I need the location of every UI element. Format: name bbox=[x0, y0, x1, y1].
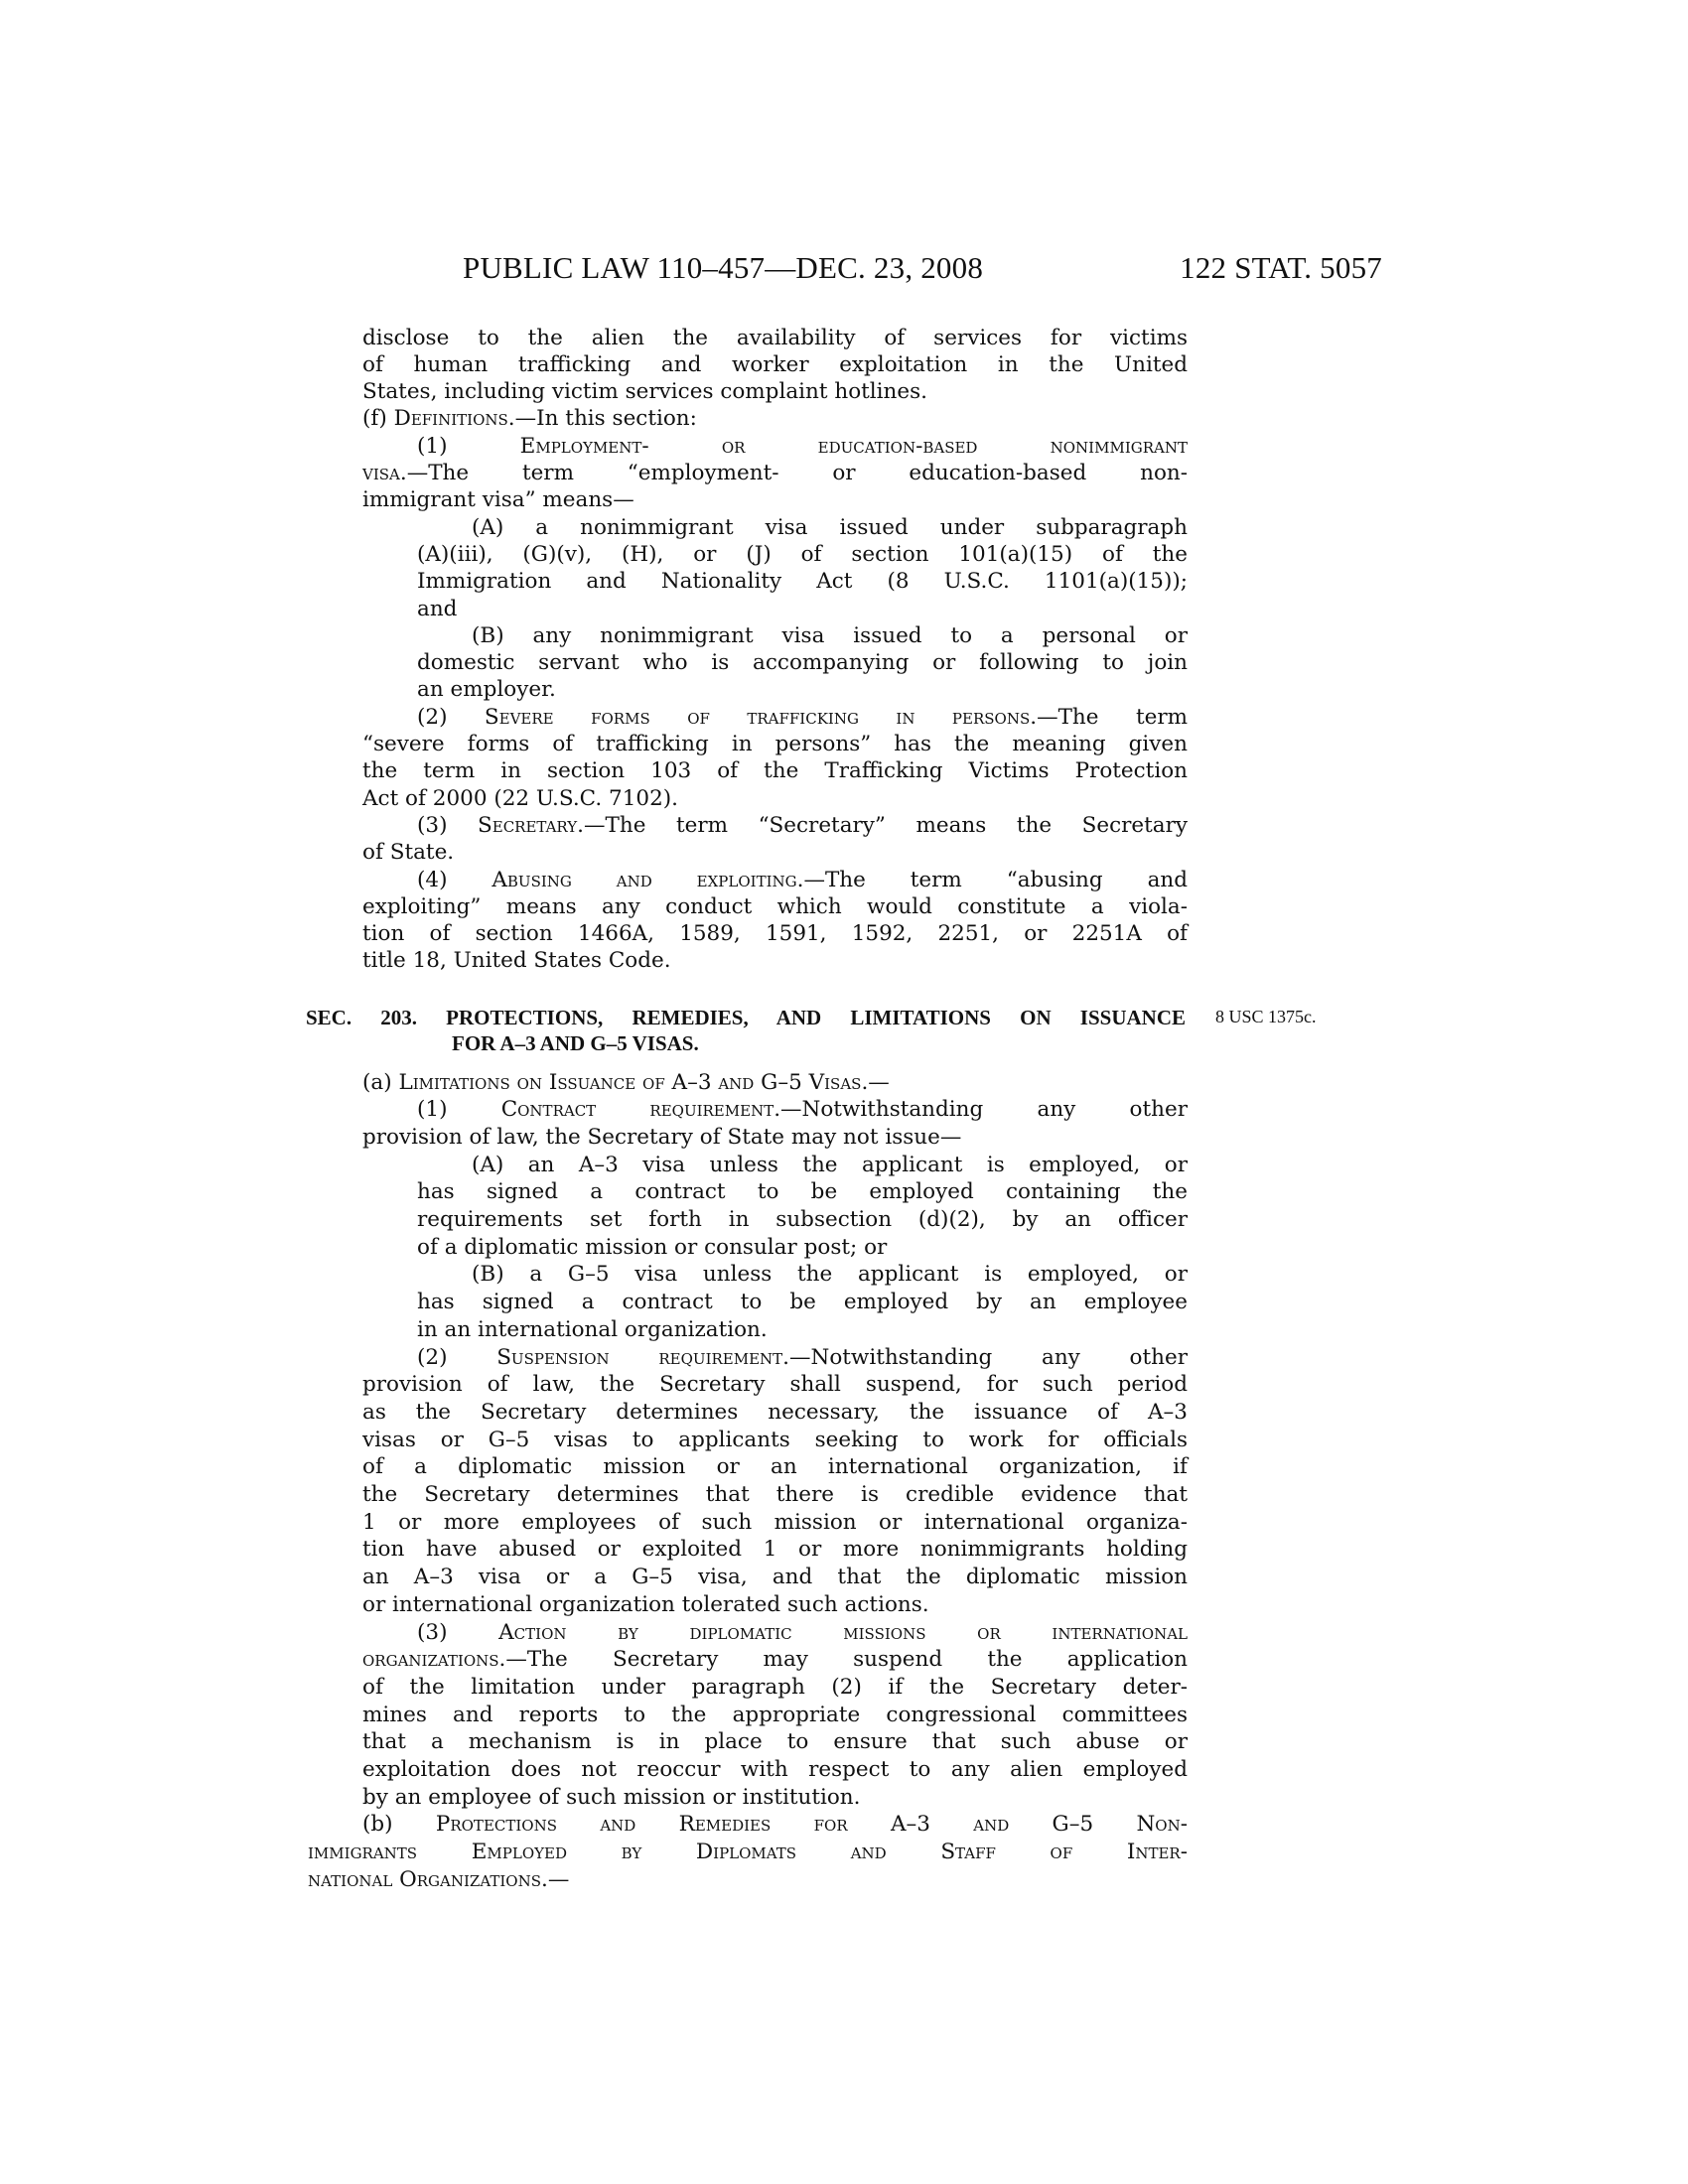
text-line bbox=[472, 1152, 1188, 1178]
text-run: the Secretary determines that there is credible evidence that bbox=[362, 1482, 1188, 1507]
text-line bbox=[362, 731, 1188, 757]
text-line bbox=[417, 676, 1188, 703]
text-run: (2) bbox=[417, 1344, 497, 1370]
text-line bbox=[417, 596, 1188, 622]
text-line bbox=[362, 1069, 1188, 1096]
text-run: (f) bbox=[362, 406, 394, 432]
text-line bbox=[417, 1178, 1188, 1205]
text-line bbox=[472, 514, 1188, 541]
text-run: exploitation does not reoccur with respect to any alien employed bbox=[362, 1757, 1188, 1782]
text-line bbox=[362, 486, 1188, 513]
text-run: that a mechanism is in place to ensure that such abuse or bbox=[362, 1729, 1188, 1755]
text-line bbox=[417, 1316, 1188, 1343]
text-run: exploiting” means any conduct which would constitute a viola- bbox=[362, 893, 1188, 919]
text-line bbox=[362, 325, 1188, 351]
section-heading-line-2: FOR A–3 AND G–5 VISAS. bbox=[452, 1031, 699, 1055]
small-caps-heading-text: Limitations on Issuance of A–3 and G–5 Visas. bbox=[398, 1069, 869, 1095]
text-run: — bbox=[868, 1069, 890, 1095]
small-caps-heading-text: Abusing and exploiting. bbox=[492, 867, 804, 892]
text-line bbox=[362, 1453, 1188, 1480]
text-run: of the limitation under paragraph (2) if the Secretary deter- bbox=[362, 1674, 1188, 1700]
small-caps-heading-text: Definitions. bbox=[393, 406, 515, 432]
small-caps-heading-text: Action by diplomatic missions or international bbox=[498, 1619, 1188, 1645]
text-line bbox=[362, 1811, 1188, 1838]
text-run: (A) a nonimmigrant visa issued under subparagraph bbox=[472, 514, 1188, 540]
text-run: domestic servant who is accompanying or following to join bbox=[417, 650, 1188, 676]
text-line bbox=[362, 460, 1188, 486]
text-line bbox=[362, 893, 1188, 920]
text-run: mines and reports to the appropriate congressional committees bbox=[362, 1702, 1188, 1727]
text-line bbox=[362, 1564, 1188, 1590]
text-line bbox=[362, 1702, 1188, 1728]
text-run: (3) bbox=[417, 812, 479, 838]
section-heading-line-1: SEC. 203. PROTECTIONS, REMEDIES, AND LIMITATIONS ON ISSUANCE bbox=[306, 1006, 1186, 1029]
text-line bbox=[362, 405, 1188, 432]
text-run: —The term “Secretary” means the Secretary bbox=[584, 812, 1188, 838]
text-run: —In this section: bbox=[514, 406, 697, 432]
text-line bbox=[362, 378, 1188, 405]
text-line bbox=[417, 649, 1188, 676]
running-header-page-number: 122 STAT. 5057 bbox=[1180, 250, 1382, 285]
text-run: of human trafficking and worker exploitation in the United bbox=[362, 351, 1188, 377]
text-run: has signed a contract to be employed by an employee bbox=[417, 1290, 1188, 1315]
text-run: by an employee of such mission or institution. bbox=[362, 1784, 861, 1810]
text-run: the term in section 103 of the Trafficking Victims Protection bbox=[362, 758, 1188, 784]
text-line bbox=[417, 568, 1188, 595]
text-line bbox=[472, 622, 1188, 649]
text-line bbox=[362, 1481, 1188, 1508]
text-line bbox=[362, 757, 1188, 784]
small-caps-heading-text: visa. bbox=[362, 461, 407, 485]
text-line bbox=[362, 1427, 1188, 1453]
text-line bbox=[362, 1674, 1188, 1701]
text-run: has signed a contract to be employed containing the bbox=[417, 1179, 1188, 1205]
small-caps-heading-text: national Organizations. bbox=[308, 1866, 548, 1892]
text-run: of a diplomatic mission or an international organization, if bbox=[362, 1454, 1188, 1480]
text-run: (1) bbox=[417, 433, 520, 459]
text-line bbox=[417, 433, 1188, 460]
text-line bbox=[308, 1839, 1188, 1865]
text-line bbox=[362, 1371, 1188, 1398]
text-run: (b) bbox=[362, 1812, 436, 1838]
text-run: an A–3 visa or a G–5 visa, and that the diplomatic mission bbox=[362, 1565, 1188, 1590]
text-run: “severe forms of trafficking in persons” has the meaning given bbox=[362, 732, 1188, 756]
text-line bbox=[308, 1866, 1188, 1893]
text-run: visas or G–5 visas to applicants seeking to work for officials bbox=[362, 1427, 1188, 1452]
text-run: (3) bbox=[417, 1619, 499, 1645]
text-line bbox=[417, 1206, 1188, 1233]
text-run: of State. bbox=[362, 840, 455, 866]
text-run: requirements set forth in subsection (d)(2), by an officer bbox=[417, 1207, 1188, 1232]
text-run: an employer. bbox=[417, 677, 556, 703]
text-run: —Notwithstanding any other bbox=[789, 1344, 1188, 1370]
margin-citation-note: 8 USC 1375c. bbox=[1215, 1007, 1317, 1026]
text-run: title 18, United States Code. bbox=[362, 948, 671, 974]
text-line bbox=[362, 1536, 1188, 1563]
text-line bbox=[417, 704, 1188, 731]
text-run: —The Secretary may suspend the application bbox=[505, 1647, 1188, 1673]
text-line bbox=[362, 1784, 1188, 1811]
text-run: or international organization tolerated such actions. bbox=[362, 1591, 929, 1617]
text-run: —The term “employment- or education-based non- bbox=[406, 461, 1188, 485]
small-caps-heading-text: Secretary. bbox=[478, 812, 585, 838]
small-caps-heading-text: immigrants Employed by Diplomats and Staff of Inter- bbox=[308, 1840, 1188, 1865]
text-run: (B) any nonimmigrant visa issued to a personal or bbox=[472, 622, 1188, 648]
text-line bbox=[362, 1591, 1188, 1618]
small-caps-heading-text: Employment- or education-based nonimmigrant bbox=[519, 433, 1188, 459]
text-run: — bbox=[547, 1866, 570, 1892]
text-run: in an international organization. bbox=[417, 1316, 768, 1342]
text-line bbox=[417, 1344, 1188, 1371]
small-caps-heading-text: Suspension requirement. bbox=[496, 1344, 790, 1370]
text-run: (2) bbox=[417, 704, 485, 730]
text-line bbox=[417, 1289, 1188, 1315]
text-run: and bbox=[417, 596, 458, 621]
text-run: Immigration and Nationality Act (8 U.S.C. 1101(a)(15)); bbox=[417, 569, 1188, 595]
small-caps-heading-text: Severe forms of trafficking in persons. bbox=[484, 704, 1038, 730]
text-line bbox=[362, 839, 1188, 866]
text-line bbox=[362, 947, 1188, 974]
text-line bbox=[362, 1646, 1188, 1673]
running-header-title: PUBLIC LAW 110–457—DEC. 23, 2008 bbox=[463, 250, 984, 285]
text-line bbox=[362, 1399, 1188, 1426]
text-line bbox=[362, 920, 1188, 947]
text-line bbox=[362, 1509, 1188, 1536]
text-run: immigrant visa” means— bbox=[362, 487, 634, 513]
text-line bbox=[417, 812, 1188, 839]
text-line bbox=[417, 867, 1188, 893]
text-line bbox=[362, 1124, 1188, 1151]
text-run: (A)(iii), (G)(v), (H), or (J) of section 101(a)(15) of the bbox=[417, 541, 1188, 567]
text-run: —The term bbox=[1037, 704, 1188, 730]
text-line bbox=[472, 1261, 1188, 1288]
text-run: disclose to the alien the availability of services for victims bbox=[362, 325, 1188, 350]
text-line bbox=[362, 1756, 1188, 1783]
text-run: (4) bbox=[417, 867, 492, 892]
text-line bbox=[417, 1234, 1188, 1261]
text-run: tion of section 1466A, 1589, 1591, 1592, 2251, or 2251A of bbox=[362, 921, 1188, 947]
text-run: —Notwithstanding any other bbox=[780, 1097, 1188, 1123]
text-line bbox=[417, 1619, 1188, 1646]
text-run: provision of law, the Secretary of State may not issue— bbox=[362, 1124, 962, 1150]
small-caps-heading-text: organizations. bbox=[362, 1647, 506, 1673]
text-run: Act of 2000 (22 U.S.C. 7102). bbox=[362, 785, 678, 811]
text-line bbox=[417, 541, 1188, 568]
text-run: States, including victim services complaint hotlines. bbox=[362, 379, 927, 405]
text-run: provision of law, the Secretary shall suspend, for such period bbox=[362, 1372, 1188, 1398]
text-run: (a) bbox=[362, 1069, 399, 1095]
text-run: 1 or more employees of such mission or international organiza- bbox=[362, 1509, 1188, 1535]
text-run: (B) a G–5 visa unless the applicant is employed, or bbox=[472, 1262, 1188, 1288]
small-caps-heading-text: Contract requirement. bbox=[500, 1097, 781, 1123]
text-run: of a diplomatic mission or consular post; or bbox=[417, 1234, 888, 1260]
text-line bbox=[362, 785, 1188, 812]
text-line bbox=[362, 1728, 1188, 1755]
text-run: tion have abused or exploited 1 or more nonimmigrants holding bbox=[362, 1537, 1188, 1563]
text-line bbox=[362, 351, 1188, 378]
text-line bbox=[417, 1096, 1188, 1123]
text-run: (1) bbox=[417, 1097, 501, 1123]
small-caps-heading-text: Protections and Remedies for A–3 and G–5 Non- bbox=[435, 1812, 1188, 1838]
text-run: (A) an A–3 visa unless the applicant is employed, or bbox=[472, 1152, 1188, 1177]
text-run: as the Secretary determines necessary, the issuance of A–3 bbox=[362, 1399, 1188, 1425]
text-run: —The term “abusing and bbox=[803, 867, 1189, 892]
